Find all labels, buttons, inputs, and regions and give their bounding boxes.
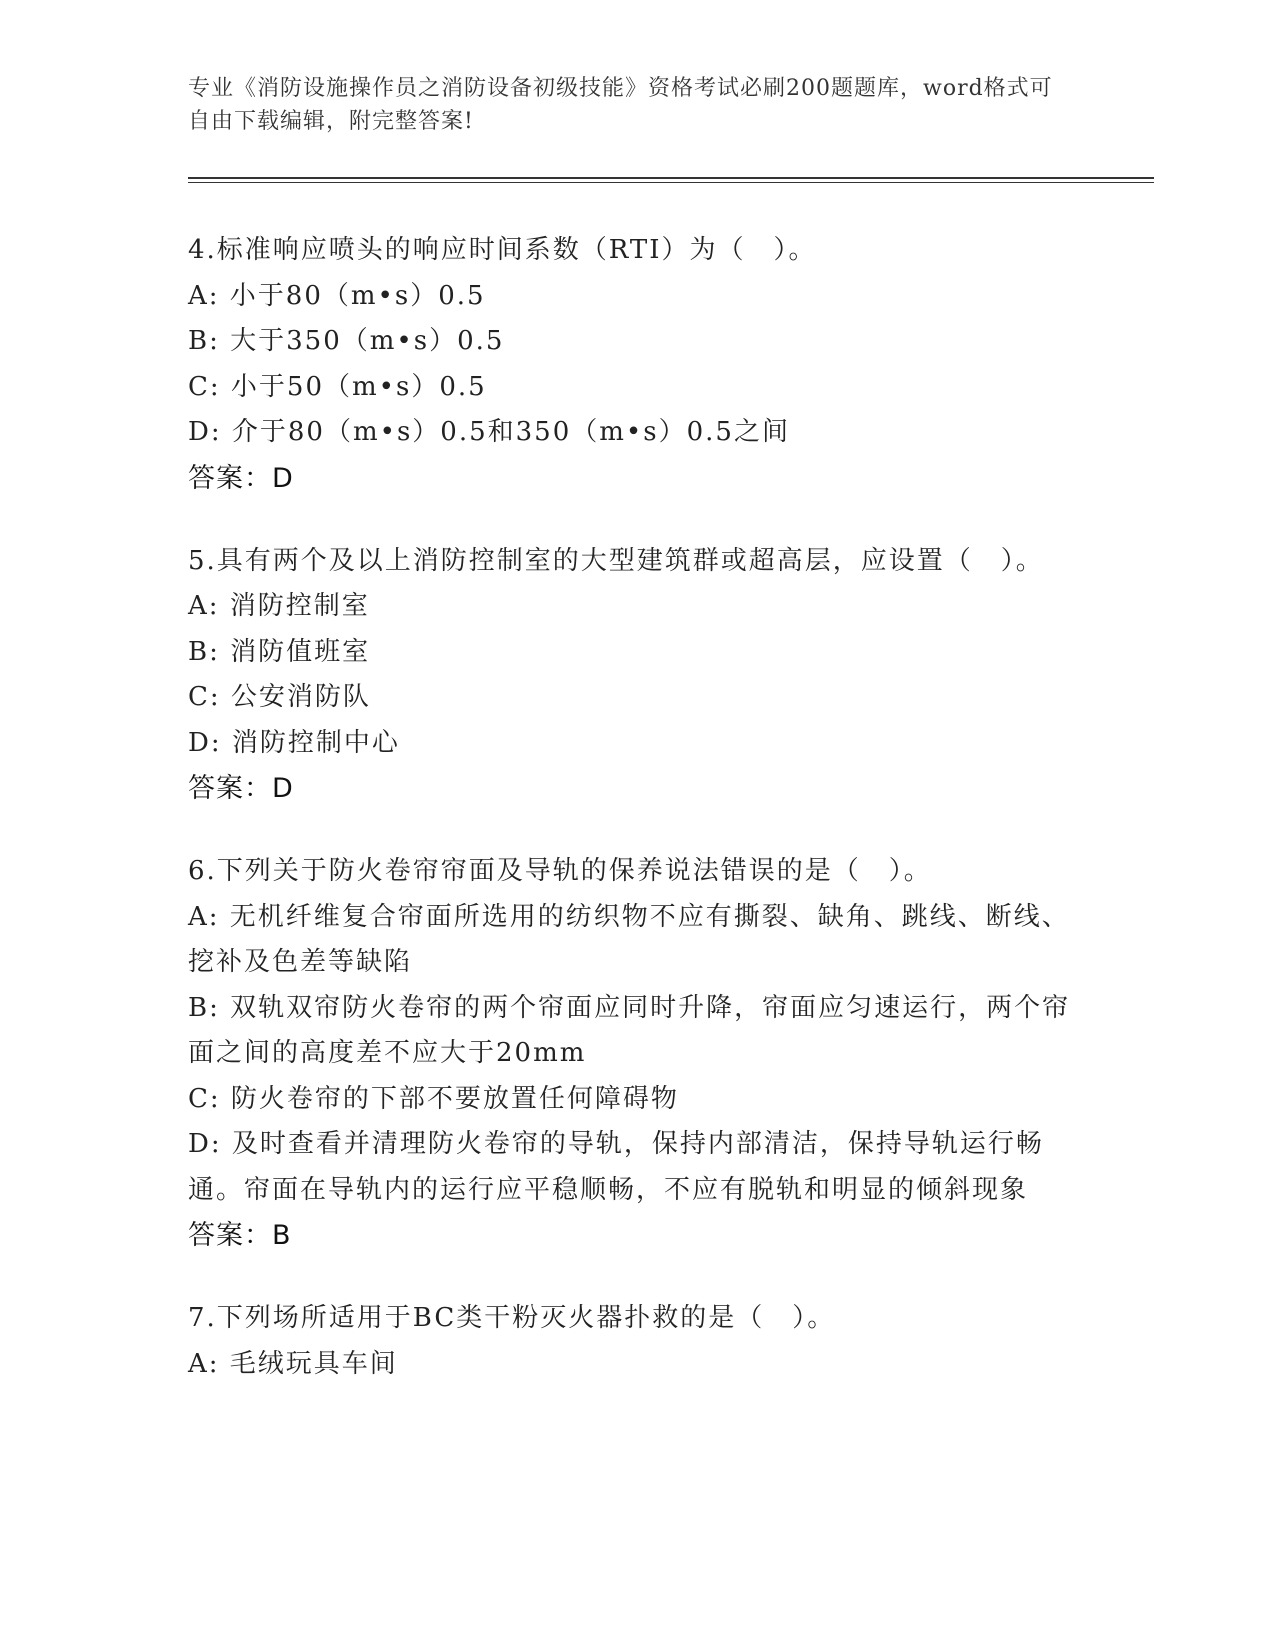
option-c: C: 防火卷帘的下部不要放置任何障碍物 xyxy=(188,1083,679,1114)
option-a: A: 毛绒玩具车间 xyxy=(188,1348,398,1379)
question-stem: 4.标准响应喷头的响应时间系数（RTI）为（ ）。 xyxy=(188,235,817,265)
option-a: A: 无机纤维复合帘面所选用的纺织物不应有撕裂、缺角、跳线、断线、挖补及色差等缺陷 xyxy=(188,901,1070,977)
question-stem: 5.具有两个及以上消防控制室的大型建筑群或超高层，应设置（ ）。 xyxy=(188,545,1044,576)
question-5 xyxy=(188,539,1078,812)
answer: 答案：D xyxy=(188,462,294,494)
header-divider-thin xyxy=(188,182,1154,183)
question-stem: 6.下列关于防火卷帘帘面及导轨的保养说法错误的是（ ）。 xyxy=(188,856,932,886)
answer: 答案：B xyxy=(188,1220,292,1251)
option-d: D: 消防控制中心 xyxy=(188,727,400,758)
option-c: C: 小于50（m•s）0.5 xyxy=(188,371,487,402)
option-b: B: 消防值班室 xyxy=(188,636,371,667)
option-b: B: 双轨双帘防火卷帘的两个帘面应同时升降，帘面应匀速运行，两个帘面之间的高度差不应大于20mm xyxy=(188,992,1071,1068)
option-c: C: 公安消防队 xyxy=(188,682,371,712)
option-d: D: 介于80（m•s）0.5和350（m•s）0.5之间 xyxy=(188,417,790,447)
document-header: 专业《消防设施操作员之消防设备初级技能》资格考试必刷200题题库，word格式可自由下载编辑，附完整答案! xyxy=(188,76,1053,134)
option-a: A: 小于80（m•s）0.5 xyxy=(188,280,486,311)
answer: 答案：D xyxy=(188,773,294,804)
question-stem: 7.下列场所适用于BC类干粉灭火器扑救的是（ ）。 xyxy=(188,1303,836,1333)
option-a: A: 消防控制室 xyxy=(188,591,370,621)
question-4 xyxy=(188,228,1078,501)
question-7 xyxy=(188,1296,1078,1387)
header-divider-thick xyxy=(188,177,1154,179)
option-d: D: 及时查看并清理防火卷帘的导轨，保持内部清洁，保持导轨运行畅通。帘面在导轨内的运行应平稳顺畅，不应有脱轨和明显的倾斜现象 xyxy=(188,1129,1044,1205)
question-list xyxy=(188,228,1078,1425)
option-b: B: 大于350（m•s）0.5 xyxy=(188,326,505,356)
question-6 xyxy=(188,849,1078,1258)
